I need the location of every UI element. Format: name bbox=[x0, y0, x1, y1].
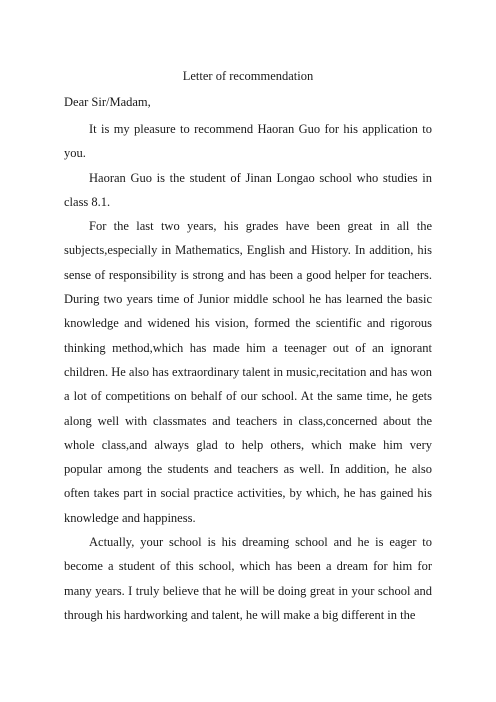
paragraph-opening: It is my pleasure to recommend Haoran Guo for his application to you. bbox=[64, 122, 432, 161]
paragraph-aspiration: Actually, your school is his dreaming school and he is eager to become a student of this school, which has been a dream for him for many years. I truly believe that he will be doing great in your school and through his hardworking and talent, he will make a big different in the bbox=[64, 535, 432, 622]
paragraph-achievements: For the last two years, his grades have been great in all the subjects,especially in Mathematics, English and History. In addition, his sense of responsibility is strong and has been a good helper for teachers. During two years time of Junior middle school he has learned the basic knowledge and widened his vision, formed the scientific and rigorous thinking method,which has made him a teenager out of an ignorant children. He also has extraordinary talent in music,recitation and has won a lot of competitions on behalf of our school. At the same time, he gets along well with classmates and teachers in class,concerned about the whole class,and always glad to help others, which make him very popular among the students and teachers as well. In addition, he also often takes part in social practice activities, by which, he has gained his knowledge and happiness. bbox=[64, 219, 432, 525]
letter-body bbox=[64, 117, 432, 627]
paragraph-student-intro: Haoran Guo is the student of Jinan Longao school who studies in class 8.1. bbox=[64, 170, 432, 209]
salutation: Dear Sir/Madam, bbox=[64, 95, 151, 109]
letter-title: Letter of recommendation bbox=[182, 69, 314, 83]
